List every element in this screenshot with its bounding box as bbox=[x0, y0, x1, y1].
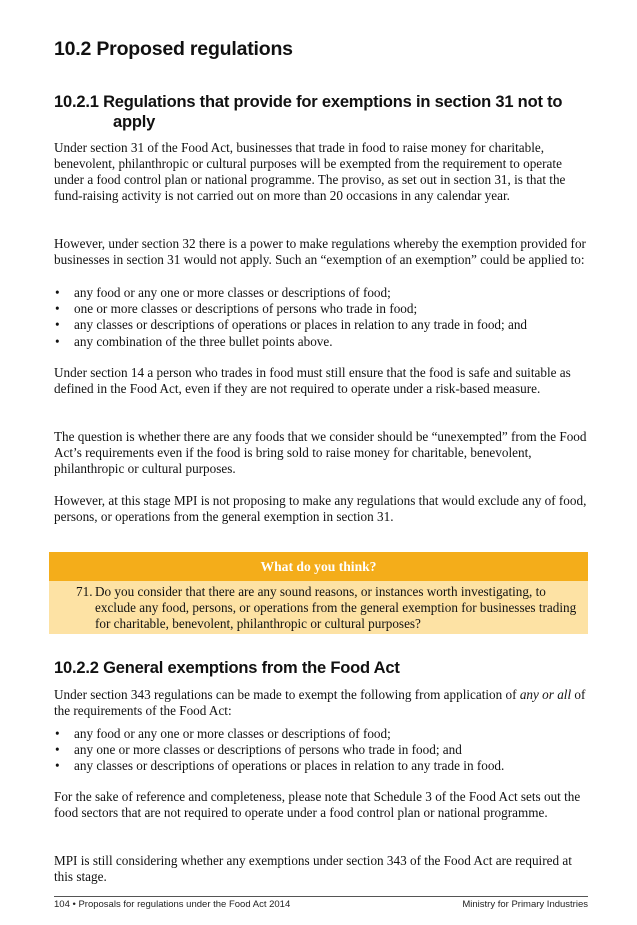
question-text: Do you consider that there are any sound reasons, or instances worth investigating, to exclude any food, persons, or operations from the general exemption for businesses trading for charitable, benevolent, philanthropic or cultural purposes? bbox=[95, 584, 577, 631]
subsection-title: General exemptions from the Food Act bbox=[103, 659, 400, 677]
bullet-item: • any combination of the three bullet points above. bbox=[55, 333, 333, 349]
bullet-icon: • bbox=[55, 726, 60, 741]
bullet-item: • any classes or descriptions of operations or places in relation to any trade in food. bbox=[55, 758, 505, 774]
bullet-item: • any food or any one or more classes or descriptions of food; bbox=[55, 285, 391, 300]
bullet-list-exemptions bbox=[54, 285, 588, 350]
paragraph-section-32: However, under section 32 there is a power to make regulations whereby the exemption provided for businesses in section 31 would not apply. Such an “exemption of an exemption” could be applied to: bbox=[54, 236, 586, 267]
bullet-item: • one or more classes or descriptions of persons who trade in food; bbox=[55, 301, 418, 317]
bullet-icon: • bbox=[55, 285, 60, 300]
bullet-item: • any classes or descriptions of operations or places in relation to any trade in food; and bbox=[55, 317, 528, 333]
paragraph-section-14: Under section 14 a person who trades in food must still ensure that the food is safe and suitable as defined in the Food Act, even if they are not required to operate under a risk-based measure. bbox=[54, 365, 571, 396]
box-heading: What do you think? bbox=[49, 552, 588, 581]
bullet-icon: • bbox=[55, 333, 60, 349]
footer-page-info: 104 • Proposals for regulations under the Food Act 2014 bbox=[54, 899, 291, 910]
bullet-item: • any food or any one or more classes or descriptions of food; bbox=[55, 726, 391, 741]
bullet-icon: • bbox=[55, 317, 60, 333]
paragraph-mpi-considering: MPI is still considering whether any exemptions under section 343 of the Food Act are required at this stage. bbox=[54, 853, 572, 884]
footer-divider bbox=[54, 896, 588, 897]
paragraph-schedule-3: For the sake of reference and completeness, please note that Schedule 3 of the Food Act sets out the food sectors that are not required to operate under a food control plan or national programme. bbox=[54, 789, 581, 820]
bullet-item: • any one or more classes or descriptions of persons who trade in food; and bbox=[55, 742, 462, 758]
what-do-you-think-box bbox=[49, 552, 588, 634]
section-heading: 10.2 Proposed regulations bbox=[54, 38, 293, 60]
paragraph-section-343: Under section 343 regulations can be made to exempt the following from application of any or all of the requirements of the Food Act: bbox=[54, 687, 586, 718]
emphasis-any-or-all: any or all bbox=[519, 687, 572, 702]
subsection-number: 10.2.2 bbox=[54, 659, 99, 677]
paragraph-section-31: Under section 31 of the Food Act, businesses that trade in food to raise money for charitable, benevolent, philanthropic or cultural purposes will be exempted from the requirement to operate under a food control plan or national programme. The proviso, as set out in section 31, is that the fund-raising activity is not carried out on more than 20 occasions in any calendar year. bbox=[54, 140, 566, 203]
subsection-title-line2: apply bbox=[113, 113, 156, 131]
subsection-heading-10-2-1 bbox=[54, 92, 562, 112]
bullet-icon: • bbox=[55, 758, 60, 774]
bullet-icon: • bbox=[55, 301, 60, 317]
question-number: 71. bbox=[76, 584, 93, 599]
bullet-list-general-exemptions bbox=[54, 726, 588, 775]
footer-publisher: Ministry for Primary Industries bbox=[462, 899, 588, 910]
paragraph-mpi-position: However, at this stage MPI is not proposing to make any regulations that would exclude any of food, persons, or operations from the general exemption in section 31. bbox=[54, 493, 587, 524]
paragraph-question: The question is whether there are any foods that we consider should be “unexempted” from the Food Act’s requirements even if the food is bring sold to raise money for charitable, benevolent, philanthropic or cultural purposes. bbox=[54, 429, 587, 476]
box-body bbox=[49, 581, 588, 634]
subsection-number: 10.2.1 bbox=[54, 93, 99, 111]
subsection-title-line1: Regulations that provide for exemptions in section 31 not to bbox=[103, 93, 563, 111]
bullet-icon: • bbox=[55, 742, 60, 758]
subsection-heading-10-2-2 bbox=[54, 658, 400, 678]
